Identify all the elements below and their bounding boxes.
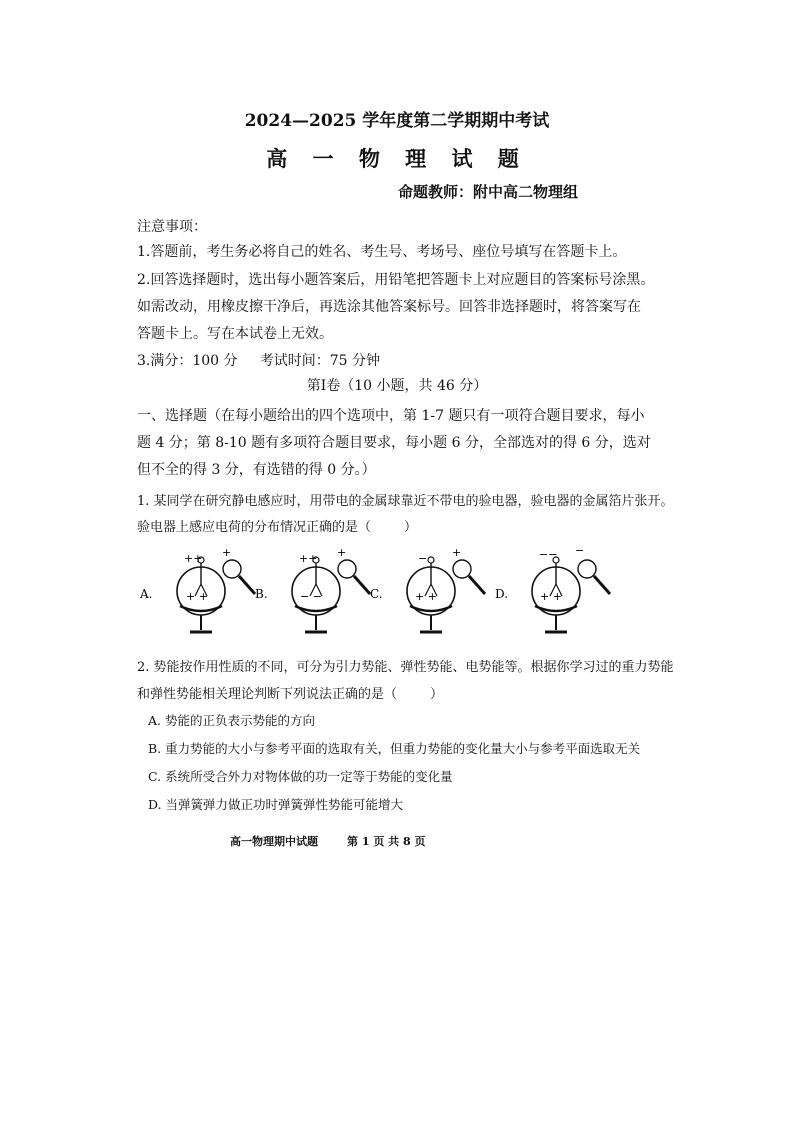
- notes-line-4: 答题卡上。写在本试卷上无效。: [137, 326, 333, 342]
- ball-charge-c: +: [452, 546, 462, 559]
- electroscope-d: [495, 546, 610, 632]
- figure-label-a: A.: [140, 587, 153, 601]
- top-charge-c: −: [418, 552, 428, 565]
- notes-line-1: 1.答题前，考生务必将自己的姓名、考生号、考场号、座位号填写在答题卡上。: [137, 244, 627, 260]
- figure-label-b: B.: [255, 587, 268, 601]
- electroscope-figure: [140, 546, 620, 638]
- ball-charge-a: +: [222, 546, 232, 559]
- author-line: 命题教师：附中高二物理组: [398, 183, 579, 201]
- metal-ball-c: [453, 560, 471, 578]
- ball-charge-b: +: [337, 546, 347, 559]
- notes-line-5: 3.满分：100 分 考试时间：75 分钟: [137, 353, 381, 369]
- section-title: 第Ⅰ卷（10 小题，共 46 分）: [306, 378, 488, 394]
- q2-line-1: 2. 势能按作用性质的不同，可分为引力势能、弹性势能、电势能等。根据你学习过的重力势能: [137, 660, 674, 675]
- footer-title: 高一物理期中试题: [230, 835, 318, 848]
- top-charge-b: ++: [299, 552, 318, 565]
- top-charge-a: ++: [184, 552, 203, 565]
- metal-ball-b: [338, 560, 356, 578]
- notes-line-2: 2.回答选择题时，选出每小题答案后，用铅笔把答题卡上对应题目的答案标号涂黑。: [137, 272, 655, 288]
- instruction-line-1: 一、选择题（在每小题给出的四个选项中，第 1-7 题只有一项符合题目要求，每小: [137, 408, 645, 424]
- top-charge-d: −−: [539, 548, 558, 561]
- leaf-charge-c: + +: [415, 590, 437, 603]
- metal-ball-d: [578, 560, 596, 578]
- q2-option-d: D. 当弹簧弹力做正功时弹簧弹性势能可能增大: [148, 797, 404, 812]
- electroscope-c: [370, 546, 485, 632]
- q2-line-2: 和弹性势能相关理论判断下列说法正确的是（ ）: [137, 687, 444, 702]
- notes-line-3: 如需改动，用橡皮擦干净后，再选涂其他答案标号。回答非选择题时，将答案写在: [137, 299, 641, 315]
- figure-label-c: C.: [370, 587, 383, 601]
- subject-title: 高 一 物 理 试 题: [266, 146, 528, 171]
- electroscope-a: [140, 546, 255, 632]
- q1-line-2: 验电器上感应电荷的分布情况正确的是（ ）: [137, 520, 418, 535]
- instruction-line-3: 但不全的得 3 分，有选错的得 0 分。）: [137, 462, 376, 478]
- ball-charge-d: −: [575, 546, 585, 557]
- footer-page-number: 第 1 页 共 8 页: [347, 835, 426, 848]
- notes-heading: 注意事项：: [137, 219, 207, 235]
- q2-option-c: C. 系统所受合外力对物体做的功一定等于势能的变化量: [148, 769, 453, 784]
- instruction-line-2: 题 4 分；第 8-10 题有多项符合题目要求，每小题 6 分，全部选对的得 6 分，选对: [137, 435, 651, 451]
- metal-ball-a: [223, 560, 241, 578]
- leaf-charge-b: − −: [300, 590, 322, 603]
- figure-label-d: D.: [495, 587, 509, 601]
- q1-line-1: 1. 某同学在研究静电感应时，用带电的金属球靠近不带电的验电器，验电器的金属箔片张开。: [137, 494, 674, 509]
- q2-option-a: A. 势能的正负表示势能的方向: [148, 713, 315, 728]
- leaf-charge-d: + +: [540, 590, 562, 603]
- electroscope-b: [255, 546, 370, 632]
- q2-option-b: B. 重力势能的大小与参考平面的选取有关，但重力势能的变化量大小与参考平面选取无关: [148, 741, 641, 756]
- leaf-charge-a: + +: [186, 590, 208, 603]
- exam-title: 2024—2025 学年度第二学期期中考试: [244, 111, 550, 131]
